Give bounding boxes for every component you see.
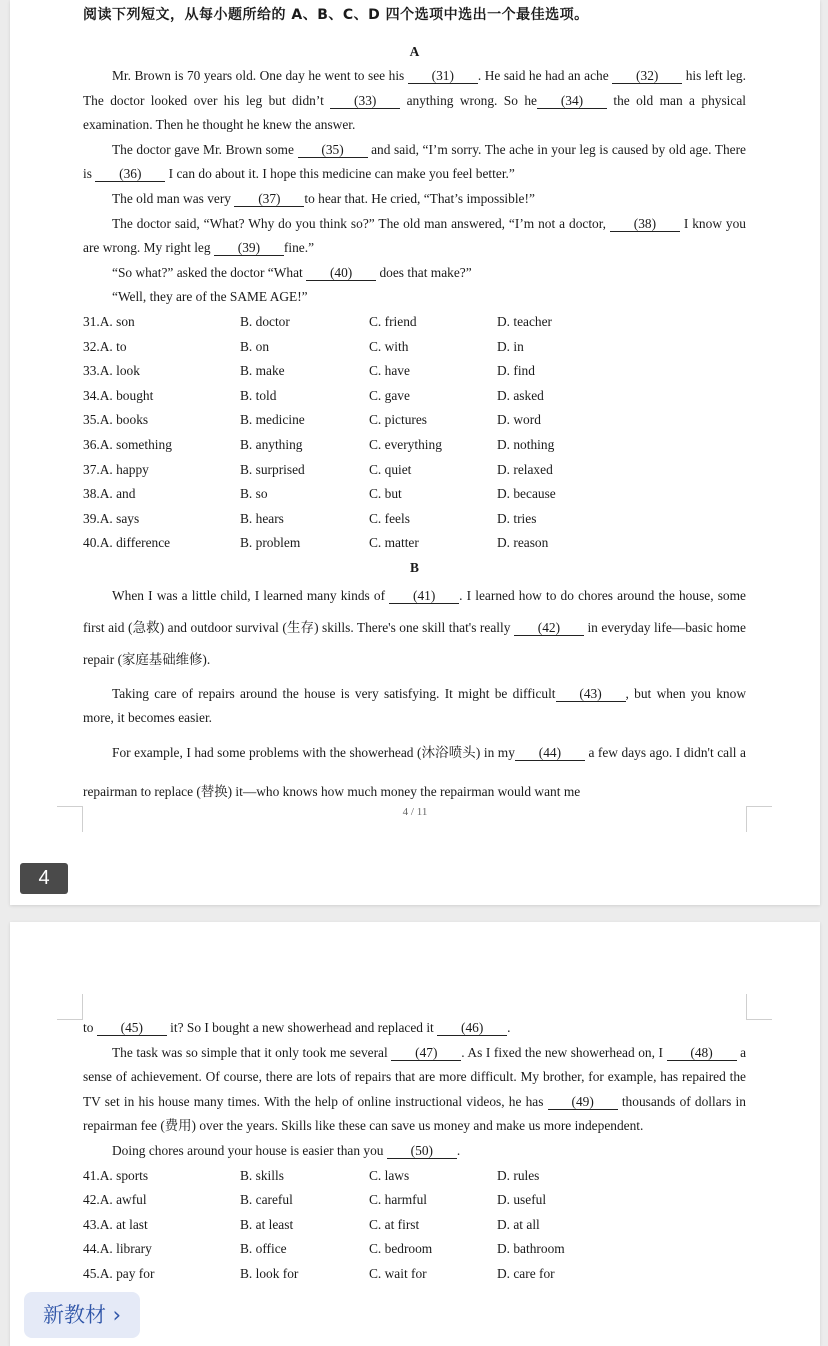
page-number: 4 / 11: [402, 806, 428, 818]
option-b: B. careful: [240, 1192, 293, 1208]
option-row: [83, 1164, 746, 1189]
option-row: [83, 458, 746, 483]
section-a-title: A: [409, 44, 420, 59]
blank-34: (34): [537, 93, 607, 109]
option-b: B. make: [240, 363, 285, 379]
option-c: C. wait for: [369, 1265, 427, 1281]
option-b: B. so: [240, 486, 268, 502]
blank-43: (43): [556, 686, 626, 702]
option-a: 44.A. library: [83, 1241, 152, 1257]
option-a: 39.A. says: [83, 510, 140, 526]
options-list-b: [83, 1164, 746, 1287]
blank-33: (33): [330, 93, 400, 109]
blank-47: (47): [391, 1045, 461, 1061]
blank-49: (49): [548, 1094, 618, 1110]
option-d: D. word: [497, 412, 541, 428]
option-d: D. tries: [497, 510, 537, 526]
passage-paragraph: Taking care of repairs around the house is very satisfying. It might be difficult (43) , but when you know more, it becomes easier.: [83, 685, 746, 726]
blank-32: (32): [612, 68, 682, 84]
option-b: B. surprised: [240, 461, 305, 477]
instructions-heading: 阅读下列短文，从每小题所给的 A、B、C、D 四个选项中选出一个最佳选项。: [83, 7, 589, 23]
option-a: 40.A. difference: [83, 535, 171, 551]
option-d: D. useful: [497, 1192, 547, 1208]
blank-41: (41): [389, 588, 459, 604]
option-c: C. everything: [369, 436, 442, 452]
option-c: C. have: [369, 363, 410, 379]
blank-50: (50): [387, 1143, 457, 1159]
option-row: [83, 310, 746, 335]
passage-paragraph: When I was a little child, I learned many kinds of (41) . I learned how to do chores around the house, some first aid (急救) and outdoor survival (生存) skills. There's one skill that's really (42) in everyday life—basic home repair (家庭基础维修).: [83, 587, 746, 667]
option-b: B. told: [240, 387, 277, 403]
blank-45: (45): [97, 1020, 167, 1036]
option-row: [83, 359, 746, 384]
option-c: C. with: [369, 338, 409, 354]
blank-36: (36): [95, 166, 165, 182]
option-c: C. matter: [369, 535, 419, 551]
passage-paragraph: The doctor gave Mr. Brown some (35) and said, “I’m sorry. The ache in your leg is caused by old age. There is (36) I can do about it. I hope this medicine can make you feel better.”: [83, 141, 747, 182]
option-d: D. nothing: [497, 436, 555, 452]
blank-37: (37): [234, 191, 304, 207]
passage-paragraph: “Well, they are of the SAME AGE!”: [112, 289, 308, 305]
option-b: B. at least: [240, 1216, 294, 1232]
passage-paragraph: The task was so simple that it only took me several (47) . As I fixed the new showerhead on, I (48) a sense of achievement. Of course, there are lots of repairs that are more difficult. My brother, for example, has repaired the TV set in his house many times. With the help of online instructional videos, he has (49) thousands of dollars in repairman fee (费用) over the years. Skills like these can save us money and make us more independent.: [83, 1044, 747, 1134]
passage-paragraph: The doctor said, “What? Why do you think so?” The old man answered, “I’m not a doctor, (38) I know you are wrong. My right leg (39) fine.”: [83, 215, 746, 256]
option-a: 34.A. bought: [83, 387, 154, 403]
section-a: [83, 40, 746, 799]
passage-paragraph: to (45) it? So I bought a new showerhead and replaced it (46) .: [83, 1020, 511, 1035]
option-a: 35.A. books: [83, 412, 149, 428]
option-row: [83, 1188, 746, 1213]
page-badge: 4: [20, 863, 68, 894]
option-row: [83, 531, 746, 556]
option-c: C. gave: [369, 387, 410, 403]
document-page-4: [10, 0, 820, 905]
option-d: D. asked: [497, 387, 544, 403]
option-d: D. care for: [497, 1265, 555, 1281]
option-row: [83, 507, 746, 532]
option-d: D. at all: [497, 1216, 540, 1232]
document-page-5: [10, 922, 820, 1346]
option-b: B. problem: [240, 535, 301, 551]
option-row: [83, 1262, 746, 1287]
crop-mark: [57, 994, 83, 1020]
options-list-a: [83, 310, 746, 556]
option-a: 45.A. pay for: [83, 1265, 155, 1281]
option-a: 33.A. look: [83, 363, 140, 379]
blank-39: (39): [214, 240, 284, 256]
blank-42: (42): [514, 620, 584, 636]
option-b: B. office: [240, 1241, 287, 1257]
blank-48: (48): [667, 1045, 737, 1061]
option-c: C. laws: [369, 1167, 410, 1183]
blank-38: (38): [610, 216, 680, 232]
option-a: 38.A. and: [83, 486, 136, 502]
option-a: 43.A. at last: [83, 1216, 148, 1232]
option-b: B. medicine: [240, 412, 305, 428]
option-row: [83, 1213, 746, 1238]
crop-mark: [746, 994, 772, 1020]
blank-40: (40): [306, 265, 376, 281]
blank-35: (35): [298, 142, 368, 158]
option-row: [83, 433, 746, 458]
option-a: 31.A. son: [83, 313, 135, 329]
option-d: D. bathroom: [497, 1241, 565, 1257]
passage-paragraph: For example, I had some problems with the showerhead (沐浴喷头) in my (44) a few days ago. I didn't call a repairman to replace (替换) it—who knows how much money the repairman would want me: [83, 745, 746, 800]
option-c: C. feels: [369, 510, 410, 526]
blank-46: (46): [437, 1020, 507, 1036]
option-row: [83, 335, 746, 360]
option-b: B. on: [240, 338, 270, 354]
option-c: C. but: [369, 486, 402, 502]
option-d: D. teacher: [497, 313, 553, 329]
option-c: C. friend: [369, 313, 417, 329]
option-b: B. anything: [240, 436, 303, 452]
option-d: D. reason: [497, 535, 549, 551]
option-b: B. doctor: [240, 313, 290, 329]
option-c: C. quiet: [369, 461, 412, 477]
option-d: D. relaxed: [497, 461, 553, 477]
option-row: [83, 384, 746, 409]
blank-44: (44): [515, 745, 585, 761]
option-d: D. in: [497, 338, 524, 354]
new-textbook-button[interactable]: 新教材 ›: [24, 1292, 140, 1338]
passage-paragraph: The old man was very (37) to hear that. He cried, “That’s impossible!”: [112, 190, 535, 206]
option-b: B. hears: [240, 510, 284, 526]
passage-paragraph: “So what?” asked the doctor “What (40) does that make?”: [112, 264, 472, 280]
passage-paragraph: Doing chores around your house is easier than you (50) .: [112, 1142, 461, 1158]
option-a: 32.A. to: [83, 338, 127, 354]
option-d: D. because: [497, 486, 556, 502]
option-d: D. rules: [497, 1167, 540, 1183]
option-c: C. pictures: [369, 412, 428, 428]
blank-31: (31): [408, 68, 478, 84]
option-a: 37.A. happy: [83, 461, 149, 477]
section-b-title: B: [410, 559, 419, 575]
option-row: [83, 482, 746, 507]
option-d: D. find: [497, 363, 535, 379]
option-c: C. bedroom: [369, 1241, 433, 1257]
option-a: 41.A. sports: [83, 1167, 149, 1183]
passage-paragraph: Mr. Brown is 70 years old. One day he went to see his (31) . He said he had an ache (32) his left leg. The doctor looked over his leg but didn’t (33) anything wrong. So he (34) the old man a physical examination. Then he thought he knew the answer.: [83, 68, 746, 133]
option-a: 42.A. awful: [83, 1192, 147, 1208]
option-row: [83, 1237, 746, 1262]
option-b: B. skills: [240, 1167, 284, 1183]
option-row: [83, 408, 746, 433]
section-b-continued: [83, 1016, 746, 1287]
option-b: B. look for: [240, 1265, 299, 1281]
option-c: C. at first: [369, 1216, 420, 1232]
option-c: C. harmful: [369, 1192, 428, 1208]
option-a: 36.A. something: [83, 436, 172, 452]
